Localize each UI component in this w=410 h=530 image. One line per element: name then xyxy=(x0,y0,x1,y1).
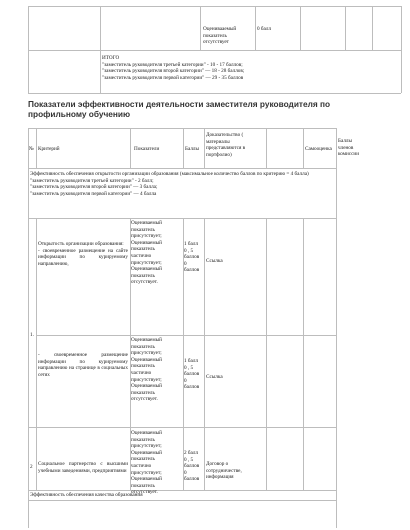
itogo-summary: ИТОГО "заместитель руководителя третьей категории" - 10 - 17 баллов; "заместитель руководителя второй категории" — 18 - 28 баллов; "заместитель руководителя первой категории" — 29 - 35 баллов xyxy=(102,55,245,81)
col-header-indicators: Показатели xyxy=(134,146,160,152)
top-table-divider xyxy=(28,50,401,51)
indicators-social-partnership: Оцениваемый показатель присутствует; Оцениваемый показатель частично присутствует; Оцениваемый показатель отсутствует. xyxy=(131,430,162,496)
criteria-social-networks: - своевременное размещение информации по курируемому направлению на странице в социальных сетях xyxy=(38,352,128,378)
block-quality-header: Эффективность обеспечения качества образования xyxy=(30,492,143,498)
points-website-info: 1 балл 0 , 5 баллов 0 баллов xyxy=(184,241,200,274)
evidence-website-info: Ссылка xyxy=(206,258,223,264)
top-table-bottom xyxy=(28,93,401,94)
indicators-website-info: Оцениваемый показатель присутствует; Оцениваемый показатель частично присутствует; Оцениваемый показатель отсутствует. xyxy=(131,220,162,286)
continued-indicator-cell: Оценивааемый показатель отсутствует xyxy=(203,26,237,46)
row-number-1: 1. xyxy=(30,332,34,338)
block-openness-header: Эффективность обеспечения открытости организации образования (максимальное количество баллов по критерию = 4 балла) "заместитель руководителя третьей категории" - 2 балл; "заместитель руководителя второй категории" — 3 балла; "заместитель руководителя первой категории" — 4 балла xyxy=(30,171,309,197)
continued-score-cell: 0 балл xyxy=(257,26,272,32)
col-header-self-assessment: Самооценка xyxy=(305,146,332,152)
col-header-evidence: Доказательство ( материалы представляются в портфолио) xyxy=(206,132,246,158)
main-table-top xyxy=(28,128,336,129)
points-social-networks: 1 балл 0 , 5 баллов 0 баллов xyxy=(184,358,200,391)
criteria-social-partnership: Социальное партнерство с высшими учебными заведениями, предприятиями xyxy=(38,461,128,474)
evidence-social-networks: Ссылка xyxy=(206,374,223,380)
col-header-points: Баллы xyxy=(185,146,199,152)
criteria-website-info: Открытость организации образования: - своевременное размещение на сайте информации по курируемому направлению, xyxy=(38,241,128,267)
evidence-social-partnership: Договор о сотрудничестве, информация xyxy=(206,461,242,481)
col-header-number: № xyxy=(29,146,34,152)
row-number-2: 2 xyxy=(30,464,33,470)
col-header-commission: Баллы членов комиссии xyxy=(338,138,359,158)
points-social-partnership: 2 балл 0 , 5 баллов 0 баллов xyxy=(184,450,200,483)
section-title: Показатели эффективности деятельности заместителя руководителя по профильному обучению xyxy=(28,99,331,119)
col-header-criteria: Критерий xyxy=(38,146,60,152)
indicators-social-networks: Оцениваемый показатель присутствует; Оцениваемый показатель частично присутствует; Оцениваемый показатель отсутствует. xyxy=(131,337,162,403)
